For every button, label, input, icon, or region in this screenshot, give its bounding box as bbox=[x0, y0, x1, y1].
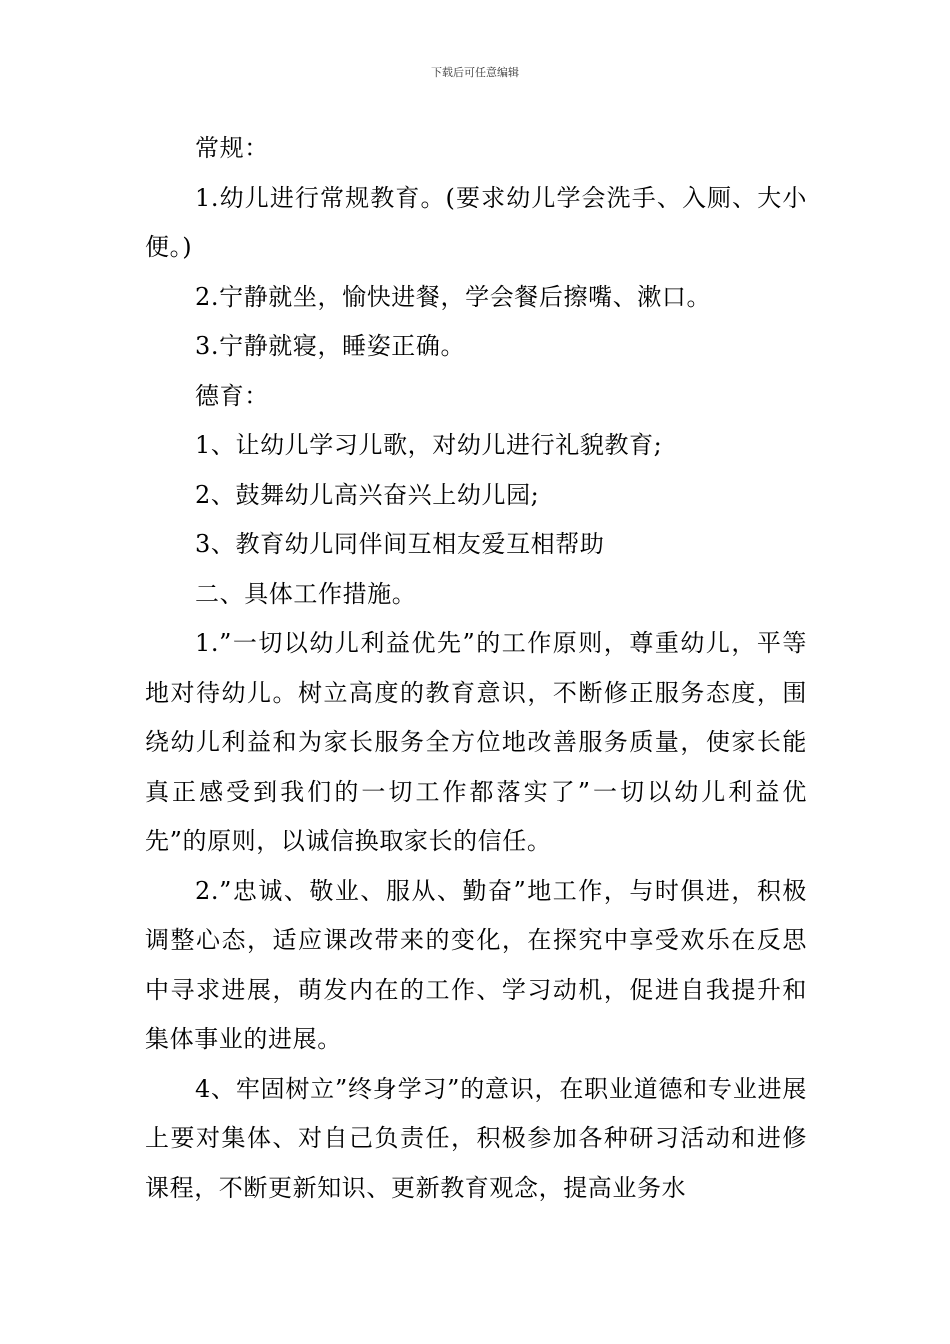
paragraph-moral-3: 3、教育幼儿同伴间互相友爱互相帮助 bbox=[195, 530, 605, 558]
page-header: 下载后可任意编辑 bbox=[431, 66, 519, 79]
section-heading-measures: 二、具体工作措施。 bbox=[195, 579, 417, 608]
paragraph-measure-4: 4、牢固树立”终身学习”的意识，在职业道德和专业进展上要对集体、对自己负责任，积极参加各种研习活动和进修课程，不断更新知识、更新教育观念，提高业务水 bbox=[145, 1074, 807, 1202]
section-heading-moral: 德育： bbox=[195, 381, 269, 410]
paragraph-moral-1: 1、让幼儿学习儿歌，对幼儿进行礼貌教育; bbox=[195, 431, 663, 459]
document-body bbox=[145, 124, 807, 1213]
paragraph-routine-2: 2.宁静就坐，愉快进餐，学会餐后擦嘴、漱口。 bbox=[195, 282, 712, 311]
paragraph-measure-2: 2.”忠诚、敬业、服从、勤奋”地工作，与时俱进，积极调整心态，适应课改带来的变化，在探究中享受欢乐在反思中寻求进展，萌发内在的工作、学习动机，促进自我提升和集体事业的进展。 bbox=[145, 876, 807, 1053]
section-heading-routine: 常规： bbox=[195, 134, 269, 162]
paragraph-moral-2: 2、鼓舞幼儿高兴奋兴上幼儿园; bbox=[195, 480, 540, 509]
paragraph-measure-1: 1.”一切以幼儿利益优先”的工作原则，尊重幼儿，平等地对待幼儿。树立高度的教育意识，不断修正服务态度，围绕幼儿利益和为家长服务全方位地改善服务质量，使家长能真正感受到我们的一切工作都落实了”一切以幼儿利益优先”的原则，以诚信换取家长的信任。 bbox=[145, 629, 807, 855]
paragraph-routine-1: 1.幼儿进行常规教育。(要求幼儿学会洗手、入厕、大小便。) bbox=[145, 183, 807, 261]
paragraph-routine-3: 3.宁静就寝，睡姿正确。 bbox=[195, 332, 466, 360]
